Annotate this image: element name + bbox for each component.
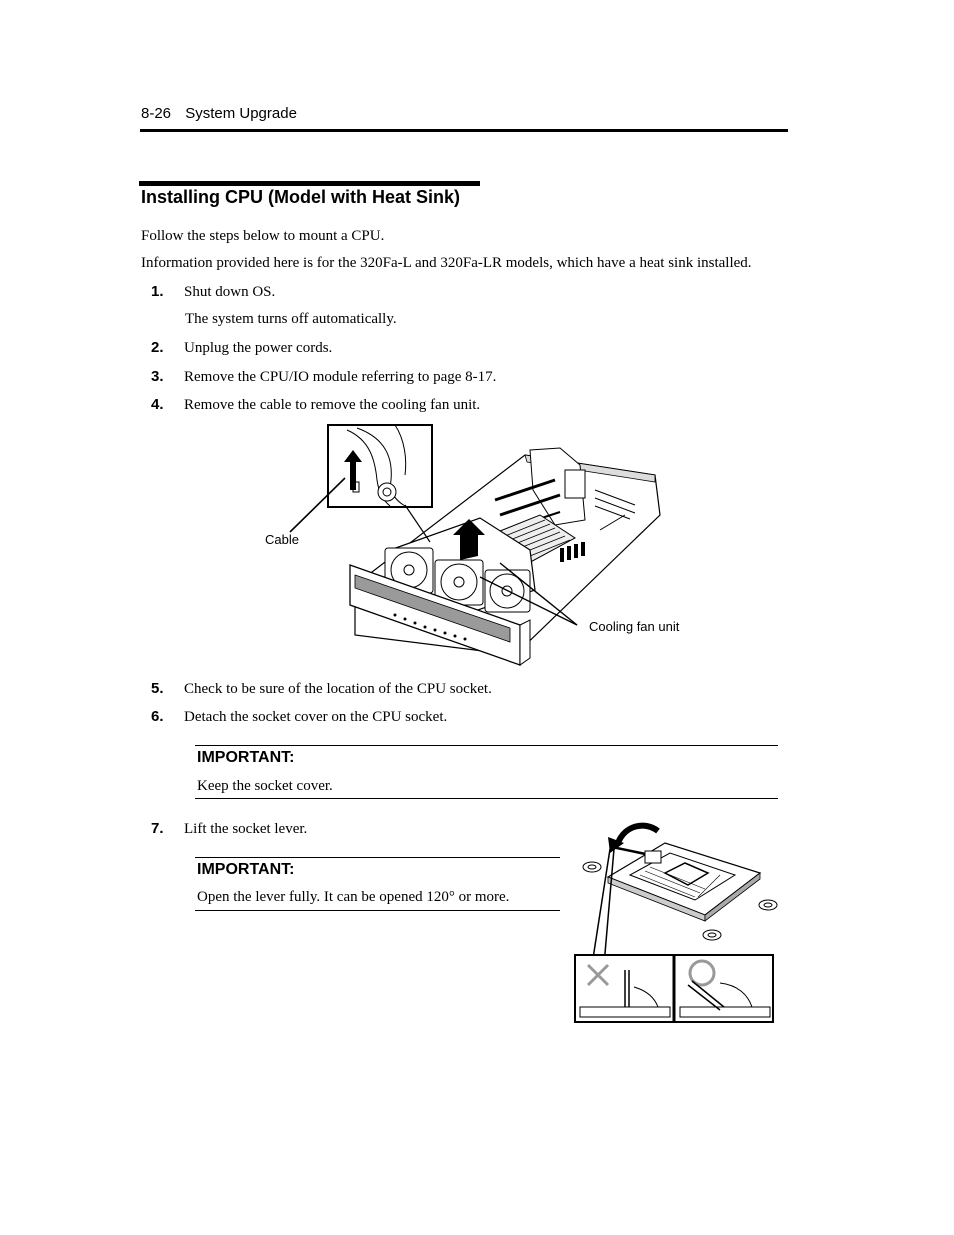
important-heading: IMPORTANT: [197, 861, 295, 878]
step-text: Remove the CPU/IO module referring to page 8-17. [184, 369, 497, 385]
socket-lever-illustration [570, 815, 785, 1027]
cpu-module-illustration [255, 420, 695, 675]
important-note [195, 745, 778, 799]
section-title-bar [139, 181, 480, 186]
step-number: 6. [151, 708, 164, 725]
step-number: 5. [151, 680, 164, 697]
cable-label: Cable [265, 532, 299, 547]
step-text: Detach the socket cover on the CPU socket. [184, 709, 448, 725]
step-text: Lift the socket lever. [184, 821, 308, 837]
intro-paragraph: Information provided here is for the 320Fa-L and 320Fa-LR models, which have a heat sink installed. [141, 255, 752, 271]
step-number: 4. [151, 396, 164, 413]
important-body: Open the lever fully. It can be opened 120° or more. [197, 889, 510, 905]
step-number: 3. [151, 368, 164, 385]
step-text: Unplug the power cords. [184, 340, 333, 356]
page-header [141, 105, 297, 122]
section-title: Installing CPU (Model with Heat Sink) [141, 187, 461, 207]
header-rule [140, 129, 788, 132]
step-text: Check to be sure of the location of the CPU socket. [184, 681, 492, 697]
step-text: Remove the cable to remove the cooling fan unit. [184, 397, 481, 413]
step-subtext: The system turns off automatically. [185, 311, 397, 327]
chapter-title: System Upgrade [185, 105, 297, 122]
step-number: 1. [151, 283, 164, 300]
page-number: 8-26 [141, 105, 172, 122]
step-number: 2. [151, 339, 164, 356]
step-number: 7. [151, 820, 164, 837]
important-note [195, 857, 560, 911]
intro-paragraph: Follow the steps below to mount a CPU. [141, 228, 385, 244]
important-body: Keep the socket cover. [197, 778, 333, 794]
important-heading: IMPORTANT: [197, 749, 295, 766]
step-text: Shut down OS. [184, 284, 276, 300]
cooling-fan-label: Cooling fan unit [589, 619, 680, 634]
